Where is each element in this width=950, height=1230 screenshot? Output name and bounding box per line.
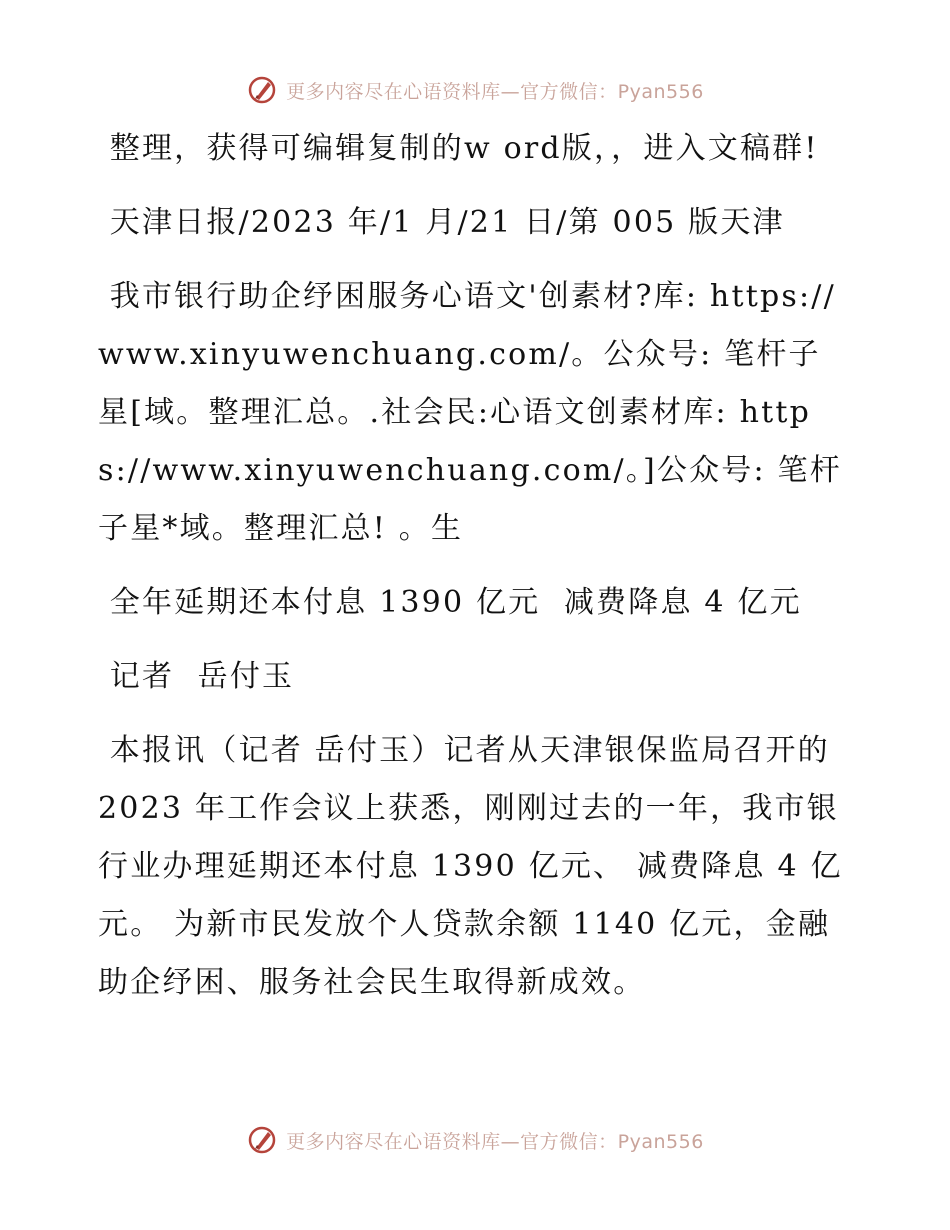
paragraph: 我市银行助企纾困服务心语文'创素材?库: https://www.xinyuwenchuang.com/。公众号: 笔杆子星[域。整理汇总。.社会民:心语文创素材库: https://www.xinyuwenchuang.com/。]公众号: 笔杆子星*域。整理汇总! 。生 — [98, 279, 842, 546]
pen-logo-icon — [246, 1124, 278, 1156]
watermark-text: 更多内容尽在心语资料库—官方微信：Pyan556 — [286, 1130, 704, 1153]
byline: 记者 岳付玉 — [98, 659, 295, 694]
pen-logo-icon — [246, 74, 278, 106]
headline: 全年延期还本付息 1390 亿元 减费降息 4 亿元 — [98, 585, 802, 620]
footer-watermark — [0, 1120, 950, 1160]
watermark-text: 更多内容尽在心语资料库—官方微信：Pyan556 — [286, 80, 704, 103]
paragraph: 本报讯（记者 岳付玉）记者从天津银保监局召开的 2023 年工作会议上获悉，刚刚过去的一年，我市银行业办理延期还本付息 1390 亿元、 减费降息 4 亿元。 为新市民发放个人贷款余额 1140 亿元，金融助企纾困、服务社会民生取得新成效。 — [98, 733, 843, 1000]
document-body — [98, 120, 843, 1012]
paragraph: 整理，获得可编辑复制的w ord版，，进入文稿群! — [98, 131, 819, 166]
header-watermark — [0, 70, 950, 110]
paragraph: 天津日报/2023 年/1 月/21 日/第 005 版天津 — [98, 205, 785, 240]
